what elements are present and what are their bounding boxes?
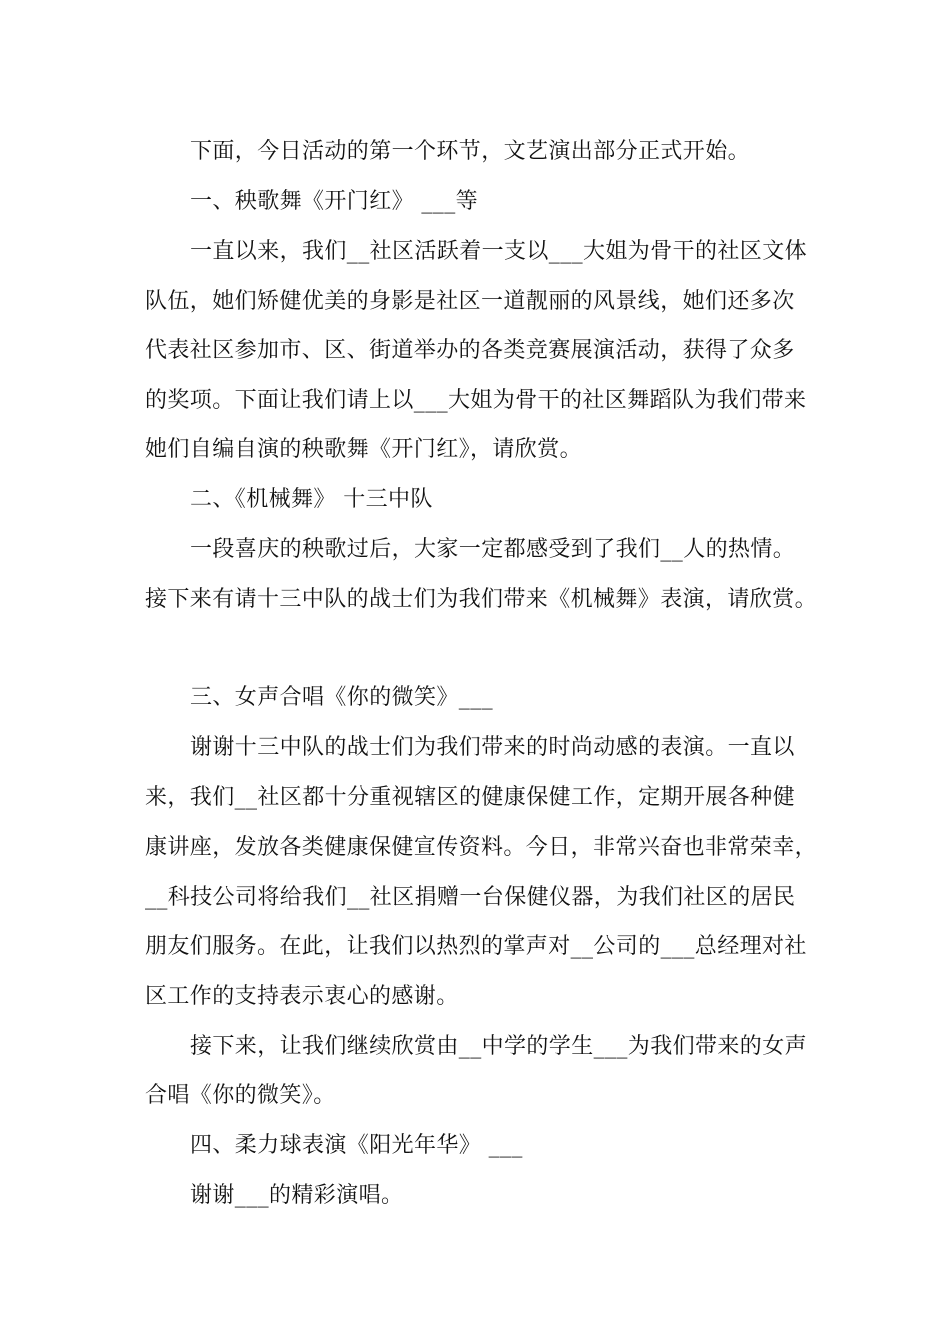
paragraph-line: 朋友们服务。在此，让我们以热烈的掌声对__公司的___总经理对社 <box>145 934 807 959</box>
paragraph-line: 队伍，她们矫健优美的身影是社区一道靓丽的风景线，她们还多次 <box>145 289 795 314</box>
paragraph-line: 她们自编自演的秧歌舞《开门红》，请欣赏。 <box>145 437 583 462</box>
paragraph-line: 接下来，让我们继续欣赏由__中学的学生___为我们带来的女声 <box>190 1034 808 1059</box>
paragraph-line: 康讲座，发放各类健康保健宣传资料。今日，非常兴奋也非常荣幸， <box>145 835 818 860</box>
paragraph-intro: 下面，今日活动的第一个环节，文艺演出部分正式开始。 <box>190 139 751 164</box>
paragraph-line: 代表社区参加市、区、街道举办的各类竞赛展演活动，获得了众多 <box>145 338 795 363</box>
paragraph-line: 谢谢十三中队的战士们为我们带来的时尚动感的表演。一直以 <box>190 735 795 760</box>
section-heading-1: 一、秧歌舞《开门红》 ___等 <box>190 189 478 214</box>
paragraph-line: 谢谢___的精彩演唱。 <box>190 1183 404 1208</box>
paragraph-line: 区工作的支持表示衷心的感谢。 <box>145 984 459 1009</box>
paragraph-line: 的奖项。下面让我们请上以___大姐为骨干的社区舞蹈队为我们带来 <box>145 388 807 413</box>
section-heading-2: 二、《机械舞》 十三中队 <box>190 487 433 512</box>
paragraph-line: 一段喜庆的秧歌过后，大家一定都感受到了我们__人的热情。 <box>190 537 796 562</box>
section-heading-3: 三、女声合唱《你的微笑》___ <box>190 685 494 710</box>
paragraph-line: 合唱《你的微笑》。 <box>145 1083 336 1108</box>
paragraph-line: 来，我们__社区都十分重视辖区的健康保健工作，定期开展各种健 <box>145 785 796 810</box>
paragraph-line: __科技公司将给我们__社区捐赠一台保健仪器，为我们社区的居民 <box>145 885 796 910</box>
paragraph-line: 一直以来，我们__社区活跃着一支以___大姐为骨干的社区文体 <box>190 239 808 264</box>
section-heading-4: 四、柔力球表演《阳光年华》 ___ <box>190 1133 523 1158</box>
paragraph-line: 接下来有请十三中队的战士们为我们带来《机械舞》表演，请欣赏。 <box>145 587 818 612</box>
